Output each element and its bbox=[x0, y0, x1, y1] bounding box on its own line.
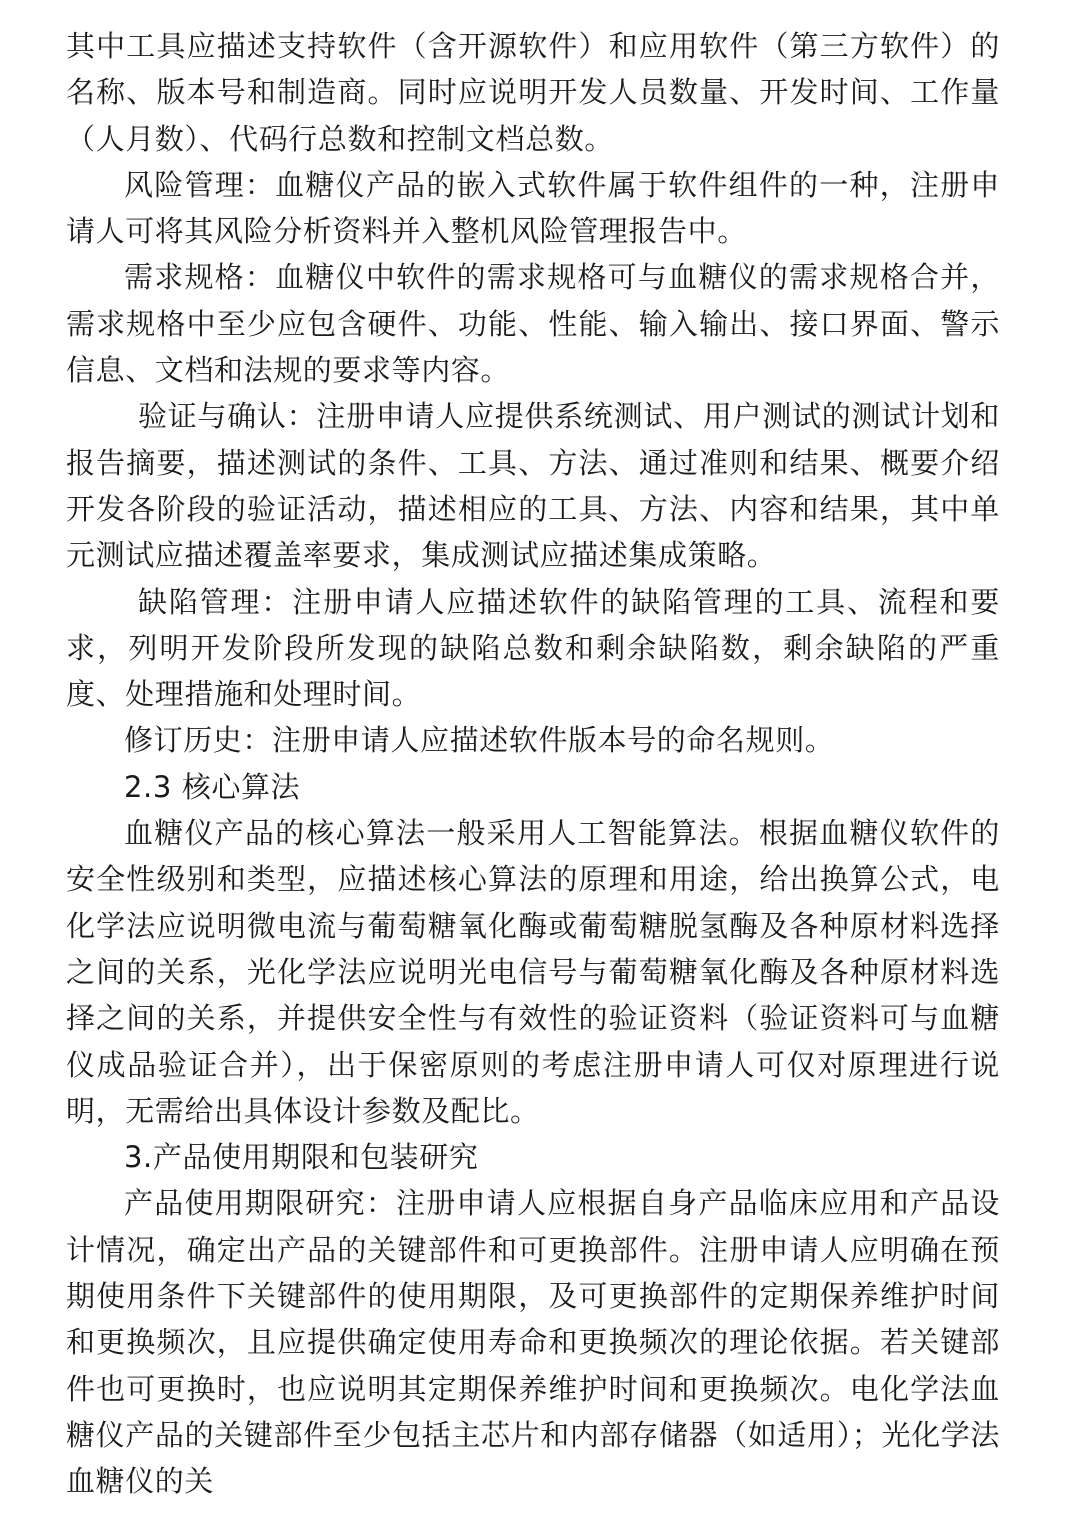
paragraph-requirements-spec: 需求规格：血糖仪中软件的需求规格可与血糖仪的需求规格合并，需求规格中至少应包含硬件、功能、性能、输入输出、接口界面、警示信息、文档和法规的要求等内容。 bbox=[66, 260, 1000, 388]
paragraph-verification-validation: 验证与确认：注册申请人应提供系统测试、用户测试的测试计划和报告摘要，描述测试的条件、工具、方法、通过准则和结果、概要介绍开发各阶段的验证活动，描述相应的工具、方法、内容和结果，其中单元测试应描述覆盖率要求，集成测试应描述集成策略。 bbox=[66, 399, 1000, 573]
paragraph-tools-description: 其中工具应描述支持软件（含开源软件）和应用软件（第三方软件）的名称、版本号和制造商。同时应说明开发人员数量、开发时间、工作量（人月数）、代码行总数和控制文档总数。 bbox=[66, 29, 1000, 156]
paragraph-defect-management: 缺陷管理：注册申请人应描述软件的缺陷管理的工具、流程和要求，列明开发阶段所发现的缺陷总数和剩余缺陷数，剩余缺陷的严重度、处理措施和处理时间。 bbox=[66, 584, 1000, 712]
section-heading-lifetime-packaging: 3.产品使用期限和包装研究 bbox=[124, 1140, 479, 1175]
paragraph-risk-management: 风险管理：血糖仪产品的嵌入式软件属于软件组件的一种，注册申请人可将其风险分析资料并入整机风险管理报告中。 bbox=[66, 167, 1000, 249]
section-heading-core-algorithm: 2.3 核心算法 bbox=[124, 769, 301, 804]
paragraph-core-algorithm: 血糖仪产品的核心算法一般采用人工智能算法。根据血糖仪软件的安全性级别和类型，应描述核心算法的原理和用途，给出换算公式，电化学法应说明微电流与葡萄糖氧化酶或葡萄糖脱氢酶及各种原材料选择之间的关系，光化学法应说明光电信号与葡萄糖氧化酶及各种原材料选择之间的关系，并提供安全性与有效性的验证资料（验证资料可与血糖仪成品验证合并），出于保密原则的考虑注册申请人可仅对原理进行说明，无需给出具体设计参数及配比。 bbox=[66, 816, 1000, 1128]
paragraph-revision-history: 修订历史：注册申请人应描述软件版本号的命名规则。 bbox=[124, 723, 835, 758]
paragraph-lifetime-study: 产品使用期限研究：注册申请人应根据自身产品临床应用和产品设计情况，确定出产品的关键部件和可更换部件。注册申请人应明确在预期使用条件下关键部件的使用期限，及可更换部件的定期保养维护时间和更换频次，且应提供确定使用寿命和更换频次的理论依据。若关键部件也可更换时，也应说明其定期保养维护时间和更换频次。电化学法血糖仪产品的关键部件至少包括主芯片和内部存储器（如适用）；光化学法血糖仪的关 bbox=[66, 1186, 1000, 1499]
